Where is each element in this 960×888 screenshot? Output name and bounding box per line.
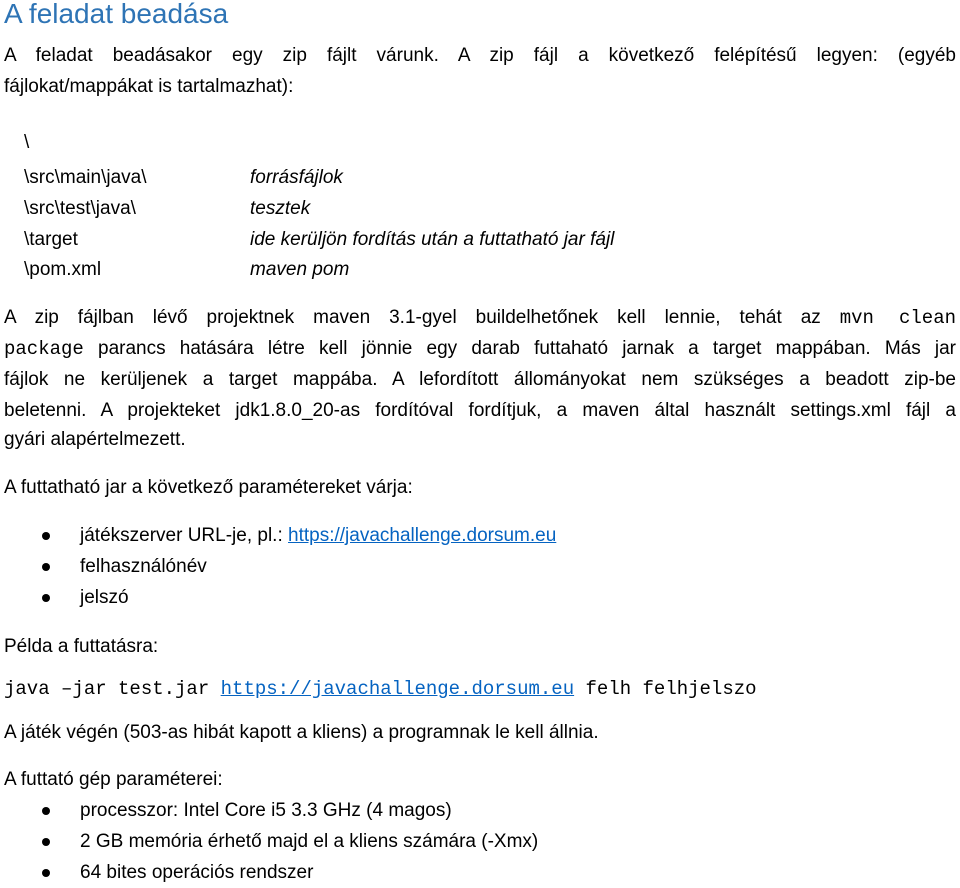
tree-desc: forrásfájlok: [250, 167, 343, 188]
machine-cpu: processzor: Intel Core i5 3.3 GHz (4 magos): [80, 800, 452, 821]
maven-line-3: fájlok ne kerüljenek a target mappába. A lefordított állományokat nem szükséges a beadott zip-be: [4, 369, 956, 390]
tree-desc: ide kerüljön fordítás után a futtatható jar fájl: [250, 229, 615, 250]
param-url-label: játékszerver URL-je, pl.:: [80, 525, 289, 546]
server-url-link[interactable]: https://javachallenge.dorsum.eu: [288, 525, 557, 546]
param-password: jelszó: [80, 587, 129, 608]
tree-path: \src\test\java\: [24, 198, 136, 219]
bullet-icon: [42, 532, 50, 540]
bullet-icon: [42, 563, 50, 571]
tree-desc: maven pom: [250, 259, 350, 280]
tree-path: \target: [24, 229, 78, 250]
example-command: [4, 675, 757, 703]
maven-line-4: beletenni. A projekteket jdk1.8.0_20-as fordítóval fordítjuk, a maven által használt settings.xml fájl a: [4, 400, 956, 421]
end-note: A játék végén (503-as hibát kapott a kliens) a programnak le kell állnia.: [4, 722, 599, 743]
tree-path: \pom.xml: [24, 259, 102, 280]
page-title: A feladat beadása: [4, 0, 229, 29]
cmd-suffix: felh felhjelszo: [574, 678, 757, 700]
code-package: package: [4, 338, 84, 360]
maven-line-1: [4, 302, 956, 334]
tree-path: \src\main\java\: [24, 167, 147, 188]
tree-path: \: [24, 132, 30, 153]
bullet-icon: [42, 594, 50, 602]
intro-line-1: A feladat beadásakor egy zip fájlt várunk. A zip fájl a következő felépítésű legyen: (egyéb: [4, 45, 956, 66]
bullet-icon: [42, 838, 50, 846]
bullet-icon: [42, 869, 50, 877]
maven-text: parancs hatására létre kell jönnie egy darab futtaható jarnak a target mappában. Más jar: [98, 338, 956, 359]
example-heading: Példa a futtatásra:: [4, 636, 159, 657]
machine-memory: 2 GB memória érhető majd el a kliens számára (-Xmx): [80, 831, 539, 852]
maven-line-5: gyári alapértelmezett.: [4, 429, 186, 450]
machine-heading: A futtató gép paraméterei:: [4, 769, 223, 790]
tree-desc: tesztek: [250, 198, 311, 219]
cmd-url-link[interactable]: https://javachallenge.dorsum.eu: [220, 678, 575, 700]
maven-line-2: [4, 333, 956, 365]
cmd-prefix: java –jar test.jar: [4, 678, 221, 700]
intro-line-2: fájlokat/mappákat is tartalmazhat):: [4, 76, 294, 97]
params-heading: A futtatható jar a következő paramétereket várja:: [4, 477, 413, 498]
param-username: felhasználónév: [80, 556, 207, 577]
maven-text: A zip fájlban lévő projektnek maven 3.1-gyel buildelhetőnek kell lennie, tehát az: [4, 307, 821, 328]
bullet-icon: [42, 807, 50, 815]
machine-os: 64 bites operációs rendszer: [80, 862, 314, 883]
code-mvn-clean: mvn clean: [839, 307, 956, 329]
